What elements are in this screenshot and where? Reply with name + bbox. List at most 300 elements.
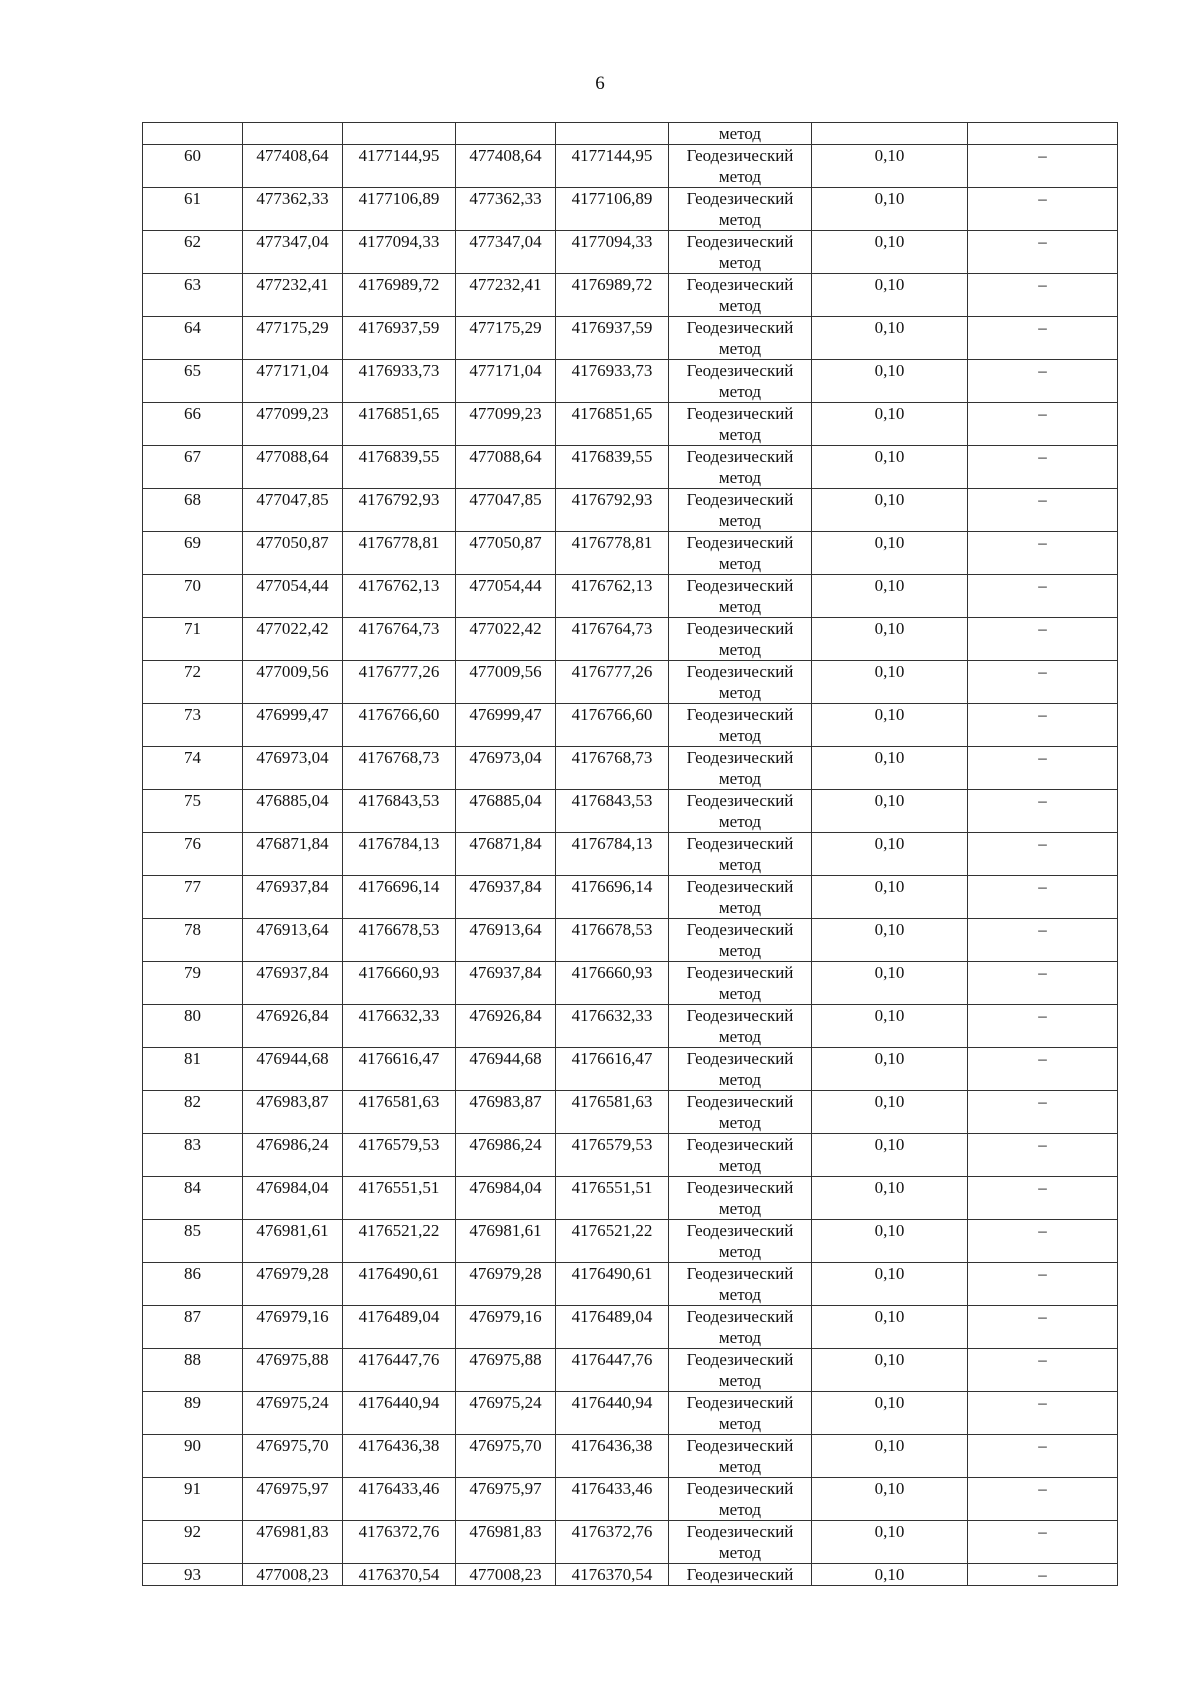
cell-accuracy: 0,10 [812, 1220, 968, 1263]
cell-x-existing: 476983,87 [243, 1091, 343, 1134]
cell-point-number: 72 [143, 661, 243, 704]
cell-accuracy: 0,10 [812, 1478, 968, 1521]
cell-point-number: 64 [143, 317, 243, 360]
cell-y-existing: 4177144,95 [343, 145, 456, 188]
cell-x-new: 477408,64 [456, 145, 556, 188]
cell-point-number: 85 [143, 1220, 243, 1263]
method-label: Геодезический [686, 619, 794, 638]
table-row [143, 1263, 1118, 1306]
cell-y-new: 4176433,46 [556, 1478, 669, 1521]
cell-y-existing: 4176440,94 [343, 1392, 456, 1435]
cell-accuracy [812, 123, 968, 145]
cell-point-number: 78 [143, 919, 243, 962]
cell-x-existing: 477347,04 [243, 231, 343, 274]
table-row [143, 1134, 1118, 1177]
cell-x-existing: 476984,04 [243, 1177, 343, 1220]
cell-y-new: 4176843,53 [556, 790, 669, 833]
cell-accuracy: 0,10 [812, 833, 968, 876]
cell-y-existing: 4176447,76 [343, 1349, 456, 1392]
table-row [143, 1521, 1118, 1564]
cell-x-existing: 477175,29 [243, 317, 343, 360]
cell-x-existing: 476975,24 [243, 1392, 343, 1435]
cell-point-number: 82 [143, 1091, 243, 1134]
table-row [143, 833, 1118, 876]
cell-x-existing: 476975,70 [243, 1435, 343, 1478]
cell-method [669, 446, 812, 489]
cell-x-new: 477047,85 [456, 489, 556, 532]
cell-x-existing: 477022,42 [243, 618, 343, 661]
method-label-tail: метод [718, 167, 762, 186]
cell-y-new: 4176632,33 [556, 1005, 669, 1048]
cell-x-existing: 476937,84 [243, 876, 343, 919]
cell-x-new: 477009,56 [456, 661, 556, 704]
cell-method [669, 1134, 812, 1177]
cell-x-existing: 477099,23 [243, 403, 343, 446]
cell-x-new: 477099,23 [456, 403, 556, 446]
cell-y-new: 4176370,54 [556, 1564, 669, 1586]
method-label: Геодезический [686, 662, 794, 681]
cell-x-existing: 476981,83 [243, 1521, 343, 1564]
cell-y-existing: 4176784,13 [343, 833, 456, 876]
cell-y-new: 4176851,65 [556, 403, 669, 446]
method-label-tail: метод [718, 382, 762, 401]
cell-y-new: 4176777,26 [556, 661, 669, 704]
cell-y-existing: 4176843,53 [343, 790, 456, 833]
page-number: 6 [595, 73, 605, 94]
cell-y-existing: 4176632,33 [343, 1005, 456, 1048]
cell-y-existing: 4176766,60 [343, 704, 456, 747]
cell-y-new: 4177094,33 [556, 231, 669, 274]
cell-method [669, 1220, 812, 1263]
method-label-tail: метод [718, 640, 762, 659]
cell-x-existing: 476999,47 [243, 704, 343, 747]
cell-point-number: 88 [143, 1349, 243, 1392]
method-label: Геодезический [686, 189, 794, 208]
method-label-tail: метод [718, 296, 762, 315]
method-label: Геодезический [686, 1006, 794, 1025]
method-label: Геодезический [686, 1092, 794, 1111]
cell-method [669, 704, 812, 747]
cell-point-number: 66 [143, 403, 243, 446]
table-row [143, 1177, 1118, 1220]
cell-y-new: 4176440,94 [556, 1392, 669, 1435]
cell-y-existing: 4177106,89 [343, 188, 456, 231]
cell-y-new: 4176792,93 [556, 489, 669, 532]
method-label: Геодезический [686, 533, 794, 552]
cell-point-number [143, 123, 243, 145]
cell-point-number: 80 [143, 1005, 243, 1048]
method-label: Геодезический [686, 232, 794, 251]
cell-method [669, 919, 812, 962]
cell-accuracy: 0,10 [812, 1177, 968, 1220]
method-label-tail: метод [718, 554, 762, 573]
cell-accuracy: 0,10 [812, 1392, 968, 1435]
cell-point-number: 61 [143, 188, 243, 231]
cell-point-number: 86 [143, 1263, 243, 1306]
cell-x-existing: 476975,88 [243, 1349, 343, 1392]
cell-method [669, 532, 812, 575]
cell-method [669, 876, 812, 919]
cell-note: – [968, 1048, 1118, 1091]
cell-note [968, 123, 1118, 145]
cell-method [669, 661, 812, 704]
cell-x-new: 477088,64 [456, 446, 556, 489]
cell-y-existing: 4176436,38 [343, 1435, 456, 1478]
cell-accuracy: 0,10 [812, 1564, 968, 1586]
cell-note: – [968, 274, 1118, 317]
cell-accuracy: 0,10 [812, 317, 968, 360]
method-label-tail: метод [718, 726, 762, 745]
method-label-tail: метод [718, 1156, 762, 1175]
cell-x-existing: 477232,41 [243, 274, 343, 317]
cell-y-new: 4176372,76 [556, 1521, 669, 1564]
cell-x-existing: 477008,23 [243, 1564, 343, 1586]
method-label-tail: метод [718, 1500, 762, 1519]
cell-y-new: 4176778,81 [556, 532, 669, 575]
cell-point-number: 77 [143, 876, 243, 919]
cell-y-existing: 4176581,63 [343, 1091, 456, 1134]
cell-x-new: 477050,87 [456, 532, 556, 575]
cell-y-new: 4176933,73 [556, 360, 669, 403]
cell-accuracy: 0,10 [812, 1435, 968, 1478]
cell-x-new: 476981,61 [456, 1220, 556, 1263]
cell-point-number: 67 [143, 446, 243, 489]
cell-accuracy: 0,10 [812, 188, 968, 231]
method-label-tail: метод [718, 1242, 762, 1261]
cell-x-existing: 476944,68 [243, 1048, 343, 1091]
method-label: Геодезический [686, 1178, 794, 1197]
table-row [143, 747, 1118, 790]
cell-note: – [968, 962, 1118, 1005]
cell-note: – [968, 1306, 1118, 1349]
cell-note: – [968, 1263, 1118, 1306]
method-label-tail: метод [718, 1457, 762, 1476]
cell-point-number: 73 [143, 704, 243, 747]
method-label-tail: метод [718, 1199, 762, 1218]
table-row [143, 446, 1118, 489]
cell-accuracy: 0,10 [812, 231, 968, 274]
method-label: Геодезический [686, 748, 794, 767]
method-label-tail: метод [718, 1285, 762, 1304]
cell-accuracy: 0,10 [812, 661, 968, 704]
cell-y-existing: 4176851,65 [343, 403, 456, 446]
cell-accuracy: 0,10 [812, 532, 968, 575]
cell-accuracy: 0,10 [812, 618, 968, 661]
cell-x-new: 476973,04 [456, 747, 556, 790]
cell-y-existing: 4176433,46 [343, 1478, 456, 1521]
method-label: Геодезический [686, 1049, 794, 1068]
cell-y-new: 4176660,93 [556, 962, 669, 1005]
method-label: Геодезический [686, 1135, 794, 1154]
cell-y-existing: 4176490,61 [343, 1263, 456, 1306]
table-row [143, 274, 1118, 317]
cell-y-new: 4176766,60 [556, 704, 669, 747]
cell-x-existing: 476913,64 [243, 919, 343, 962]
cell-point-number: 65 [143, 360, 243, 403]
cell-note: – [968, 1392, 1118, 1435]
table-row [143, 231, 1118, 274]
cell-accuracy: 0,10 [812, 1349, 968, 1392]
method-label: Геодезический [686, 1479, 794, 1498]
cell-method [669, 1177, 812, 1220]
cell-accuracy: 0,10 [812, 403, 968, 446]
cell-y-existing: 4176521,22 [343, 1220, 456, 1263]
cell-note: – [968, 1564, 1118, 1586]
method-label-tail: метод [718, 984, 762, 1003]
table-row [143, 403, 1118, 446]
method-label: Геодезический [686, 1522, 794, 1541]
method-label: Геодезический [686, 275, 794, 294]
cell-note: – [968, 1521, 1118, 1564]
table-row [143, 1564, 1118, 1586]
cell-method [669, 1349, 812, 1392]
cell-x-new: 476975,97 [456, 1478, 556, 1521]
cell-accuracy: 0,10 [812, 704, 968, 747]
table-row [143, 1220, 1118, 1263]
table-row [143, 704, 1118, 747]
cell-note: – [968, 661, 1118, 704]
method-label-tail: метод [718, 898, 762, 917]
cell-point-number: 91 [143, 1478, 243, 1521]
cell-point-number: 83 [143, 1134, 243, 1177]
cell-note: – [968, 704, 1118, 747]
cell-point-number: 76 [143, 833, 243, 876]
cell-y-existing: 4176616,47 [343, 1048, 456, 1091]
cell-method [669, 489, 812, 532]
method-label-tail: метод [718, 855, 762, 874]
cell-y-new: 4176768,73 [556, 747, 669, 790]
cell-note: – [968, 1478, 1118, 1521]
method-label-tail: метод [718, 1328, 762, 1347]
method-label: Геодезический [686, 1565, 794, 1584]
cell-accuracy: 0,10 [812, 446, 968, 489]
cell-x-new: 476986,24 [456, 1134, 556, 1177]
cell-y-new: 4176762,13 [556, 575, 669, 618]
cell-y-new: 4176696,14 [556, 876, 669, 919]
cell-y-new: 4176678,53 [556, 919, 669, 962]
method-label-tail: метод [718, 1070, 762, 1089]
method-label-tail: метод [718, 1027, 762, 1046]
cell-accuracy: 0,10 [812, 876, 968, 919]
cell-accuracy: 0,10 [812, 1005, 968, 1048]
cell-y-existing: 4177094,33 [343, 231, 456, 274]
cell-x-new: 476999,47 [456, 704, 556, 747]
method-label: Геодезический [686, 1393, 794, 1412]
cell-y-existing [343, 123, 456, 145]
cell-y-new: 4176989,72 [556, 274, 669, 317]
cell-method [669, 1435, 812, 1478]
cell-y-new: 4176551,51 [556, 1177, 669, 1220]
cell-accuracy: 0,10 [812, 360, 968, 403]
table-row [143, 489, 1118, 532]
cell-accuracy: 0,10 [812, 790, 968, 833]
cell-y-new: 4176937,59 [556, 317, 669, 360]
cell-y-new: 4176784,13 [556, 833, 669, 876]
method-label: Геодезический [686, 404, 794, 423]
table-continuation-row [143, 123, 1118, 145]
cell-note: – [968, 1349, 1118, 1392]
cell-y-existing: 4176933,73 [343, 360, 456, 403]
cell-note: – [968, 231, 1118, 274]
cell-x-existing: 477408,64 [243, 145, 343, 188]
method-label-tail: метод [718, 210, 762, 229]
method-label: Геодезический [686, 1350, 794, 1369]
cell-y-new: 4176489,04 [556, 1306, 669, 1349]
cell-x-existing: 477054,44 [243, 575, 343, 618]
cell-y-existing: 4176839,55 [343, 446, 456, 489]
cell-y-existing: 4176762,13 [343, 575, 456, 618]
cell-x-new: 477362,33 [456, 188, 556, 231]
cell-x-new [456, 123, 556, 145]
method-label: Геодезический [686, 361, 794, 380]
table-row [143, 1478, 1118, 1521]
cell-x-new: 476937,84 [456, 876, 556, 919]
method-label-tail: метод [718, 597, 762, 616]
cell-note: – [968, 876, 1118, 919]
cell-point-number: 92 [143, 1521, 243, 1564]
method-label: Геодезический [686, 791, 794, 810]
cell-x-existing: 476926,84 [243, 1005, 343, 1048]
method-label-tail: метод [718, 1543, 762, 1562]
cell-x-new: 476975,70 [456, 1435, 556, 1478]
method-label: Геодезический [686, 1221, 794, 1240]
method-label: Геодезический [686, 576, 794, 595]
table-body [143, 123, 1118, 1586]
cell-point-number: 69 [143, 532, 243, 575]
cell-point-number: 89 [143, 1392, 243, 1435]
cell-y-new: 4176764,73 [556, 618, 669, 661]
cell-method [669, 1048, 812, 1091]
cell-method [669, 145, 812, 188]
cell-method [669, 1005, 812, 1048]
method-label-tail: метод [718, 511, 762, 530]
cell-method [669, 618, 812, 661]
cell-accuracy: 0,10 [812, 274, 968, 317]
cell-method [669, 962, 812, 1005]
cell-note: – [968, 1220, 1118, 1263]
cell-note: – [968, 403, 1118, 446]
cell-y-existing: 4176696,14 [343, 876, 456, 919]
method-label-tail: метод [718, 425, 762, 444]
table-row [143, 661, 1118, 704]
cell-method [669, 747, 812, 790]
cell-accuracy: 0,10 [812, 1306, 968, 1349]
table-row [143, 575, 1118, 618]
cell-y-new: 4176616,47 [556, 1048, 669, 1091]
cell-x-new: 476944,68 [456, 1048, 556, 1091]
cell-accuracy: 0,10 [812, 489, 968, 532]
cell-point-number: 81 [143, 1048, 243, 1091]
cell-method [669, 1392, 812, 1435]
cell-method: метод [669, 123, 812, 145]
cell-x-new: 477022,42 [456, 618, 556, 661]
cell-y-existing: 4176372,76 [343, 1521, 456, 1564]
method-label: Геодезический [686, 705, 794, 724]
cell-accuracy: 0,10 [812, 575, 968, 618]
cell-accuracy: 0,10 [812, 962, 968, 1005]
cell-x-existing: 476885,04 [243, 790, 343, 833]
cell-x-existing: 477050,87 [243, 532, 343, 575]
cell-y-existing: 4176937,59 [343, 317, 456, 360]
method-label-tail: метод [718, 468, 762, 487]
cell-accuracy: 0,10 [812, 1263, 968, 1306]
cell-note: – [968, 919, 1118, 962]
cell-y-existing: 4176778,81 [343, 532, 456, 575]
method-label-tail: метод [718, 1371, 762, 1390]
table-row [143, 360, 1118, 403]
cell-note: – [968, 317, 1118, 360]
cell-x-new: 477008,23 [456, 1564, 556, 1586]
cell-note: – [968, 833, 1118, 876]
cell-x-new: 477054,44 [456, 575, 556, 618]
cell-y-existing: 4176768,73 [343, 747, 456, 790]
cell-y-existing: 4176370,54 [343, 1564, 456, 1586]
cell-y-new: 4176579,53 [556, 1134, 669, 1177]
cell-x-existing: 477009,56 [243, 661, 343, 704]
cell-x-existing: 476979,28 [243, 1263, 343, 1306]
cell-note: – [968, 575, 1118, 618]
cell-method [669, 360, 812, 403]
cell-note: – [968, 1091, 1118, 1134]
cell-method [669, 231, 812, 274]
cell-x-existing: 476937,84 [243, 962, 343, 1005]
cell-point-number: 79 [143, 962, 243, 1005]
cell-note: – [968, 489, 1118, 532]
method-label: Геодезический [686, 146, 794, 165]
cell-method [669, 1521, 812, 1564]
cell-x-new: 476975,88 [456, 1349, 556, 1392]
cell-method [669, 274, 812, 317]
table-row [143, 1435, 1118, 1478]
cell-accuracy: 0,10 [812, 1091, 968, 1134]
cell-x-existing [243, 123, 343, 145]
table-row [143, 188, 1118, 231]
cell-x-existing: 476973,04 [243, 747, 343, 790]
cell-note: – [968, 1435, 1118, 1478]
cell-note: – [968, 1005, 1118, 1048]
method-label-tail: метод [718, 1113, 762, 1132]
cell-x-new: 476983,87 [456, 1091, 556, 1134]
table-row [143, 919, 1118, 962]
cell-x-existing: 476871,84 [243, 833, 343, 876]
table-row [143, 532, 1118, 575]
table-row [143, 618, 1118, 661]
cell-note: – [968, 790, 1118, 833]
table-row [143, 1091, 1118, 1134]
cell-y-new: 4176436,38 [556, 1435, 669, 1478]
cell-accuracy: 0,10 [812, 747, 968, 790]
table-row [143, 317, 1118, 360]
table-row [143, 962, 1118, 1005]
cell-y-existing: 4176764,73 [343, 618, 456, 661]
cell-point-number: 60 [143, 145, 243, 188]
cell-accuracy: 0,10 [812, 1521, 968, 1564]
cell-y-existing: 4176777,26 [343, 661, 456, 704]
cell-x-new: 476979,16 [456, 1306, 556, 1349]
table-row [143, 1005, 1118, 1048]
cell-method [669, 1091, 812, 1134]
cell-y-existing: 4176678,53 [343, 919, 456, 962]
cell-x-new: 477175,29 [456, 317, 556, 360]
method-label: Геодезический [686, 447, 794, 466]
method-label: Геодезический [686, 1307, 794, 1326]
cell-method [669, 1564, 812, 1586]
cell-point-number: 93 [143, 1564, 243, 1586]
cell-method [669, 1306, 812, 1349]
cell-x-existing: 476986,24 [243, 1134, 343, 1177]
cell-y-existing: 4176489,04 [343, 1306, 456, 1349]
table-row [143, 1349, 1118, 1392]
